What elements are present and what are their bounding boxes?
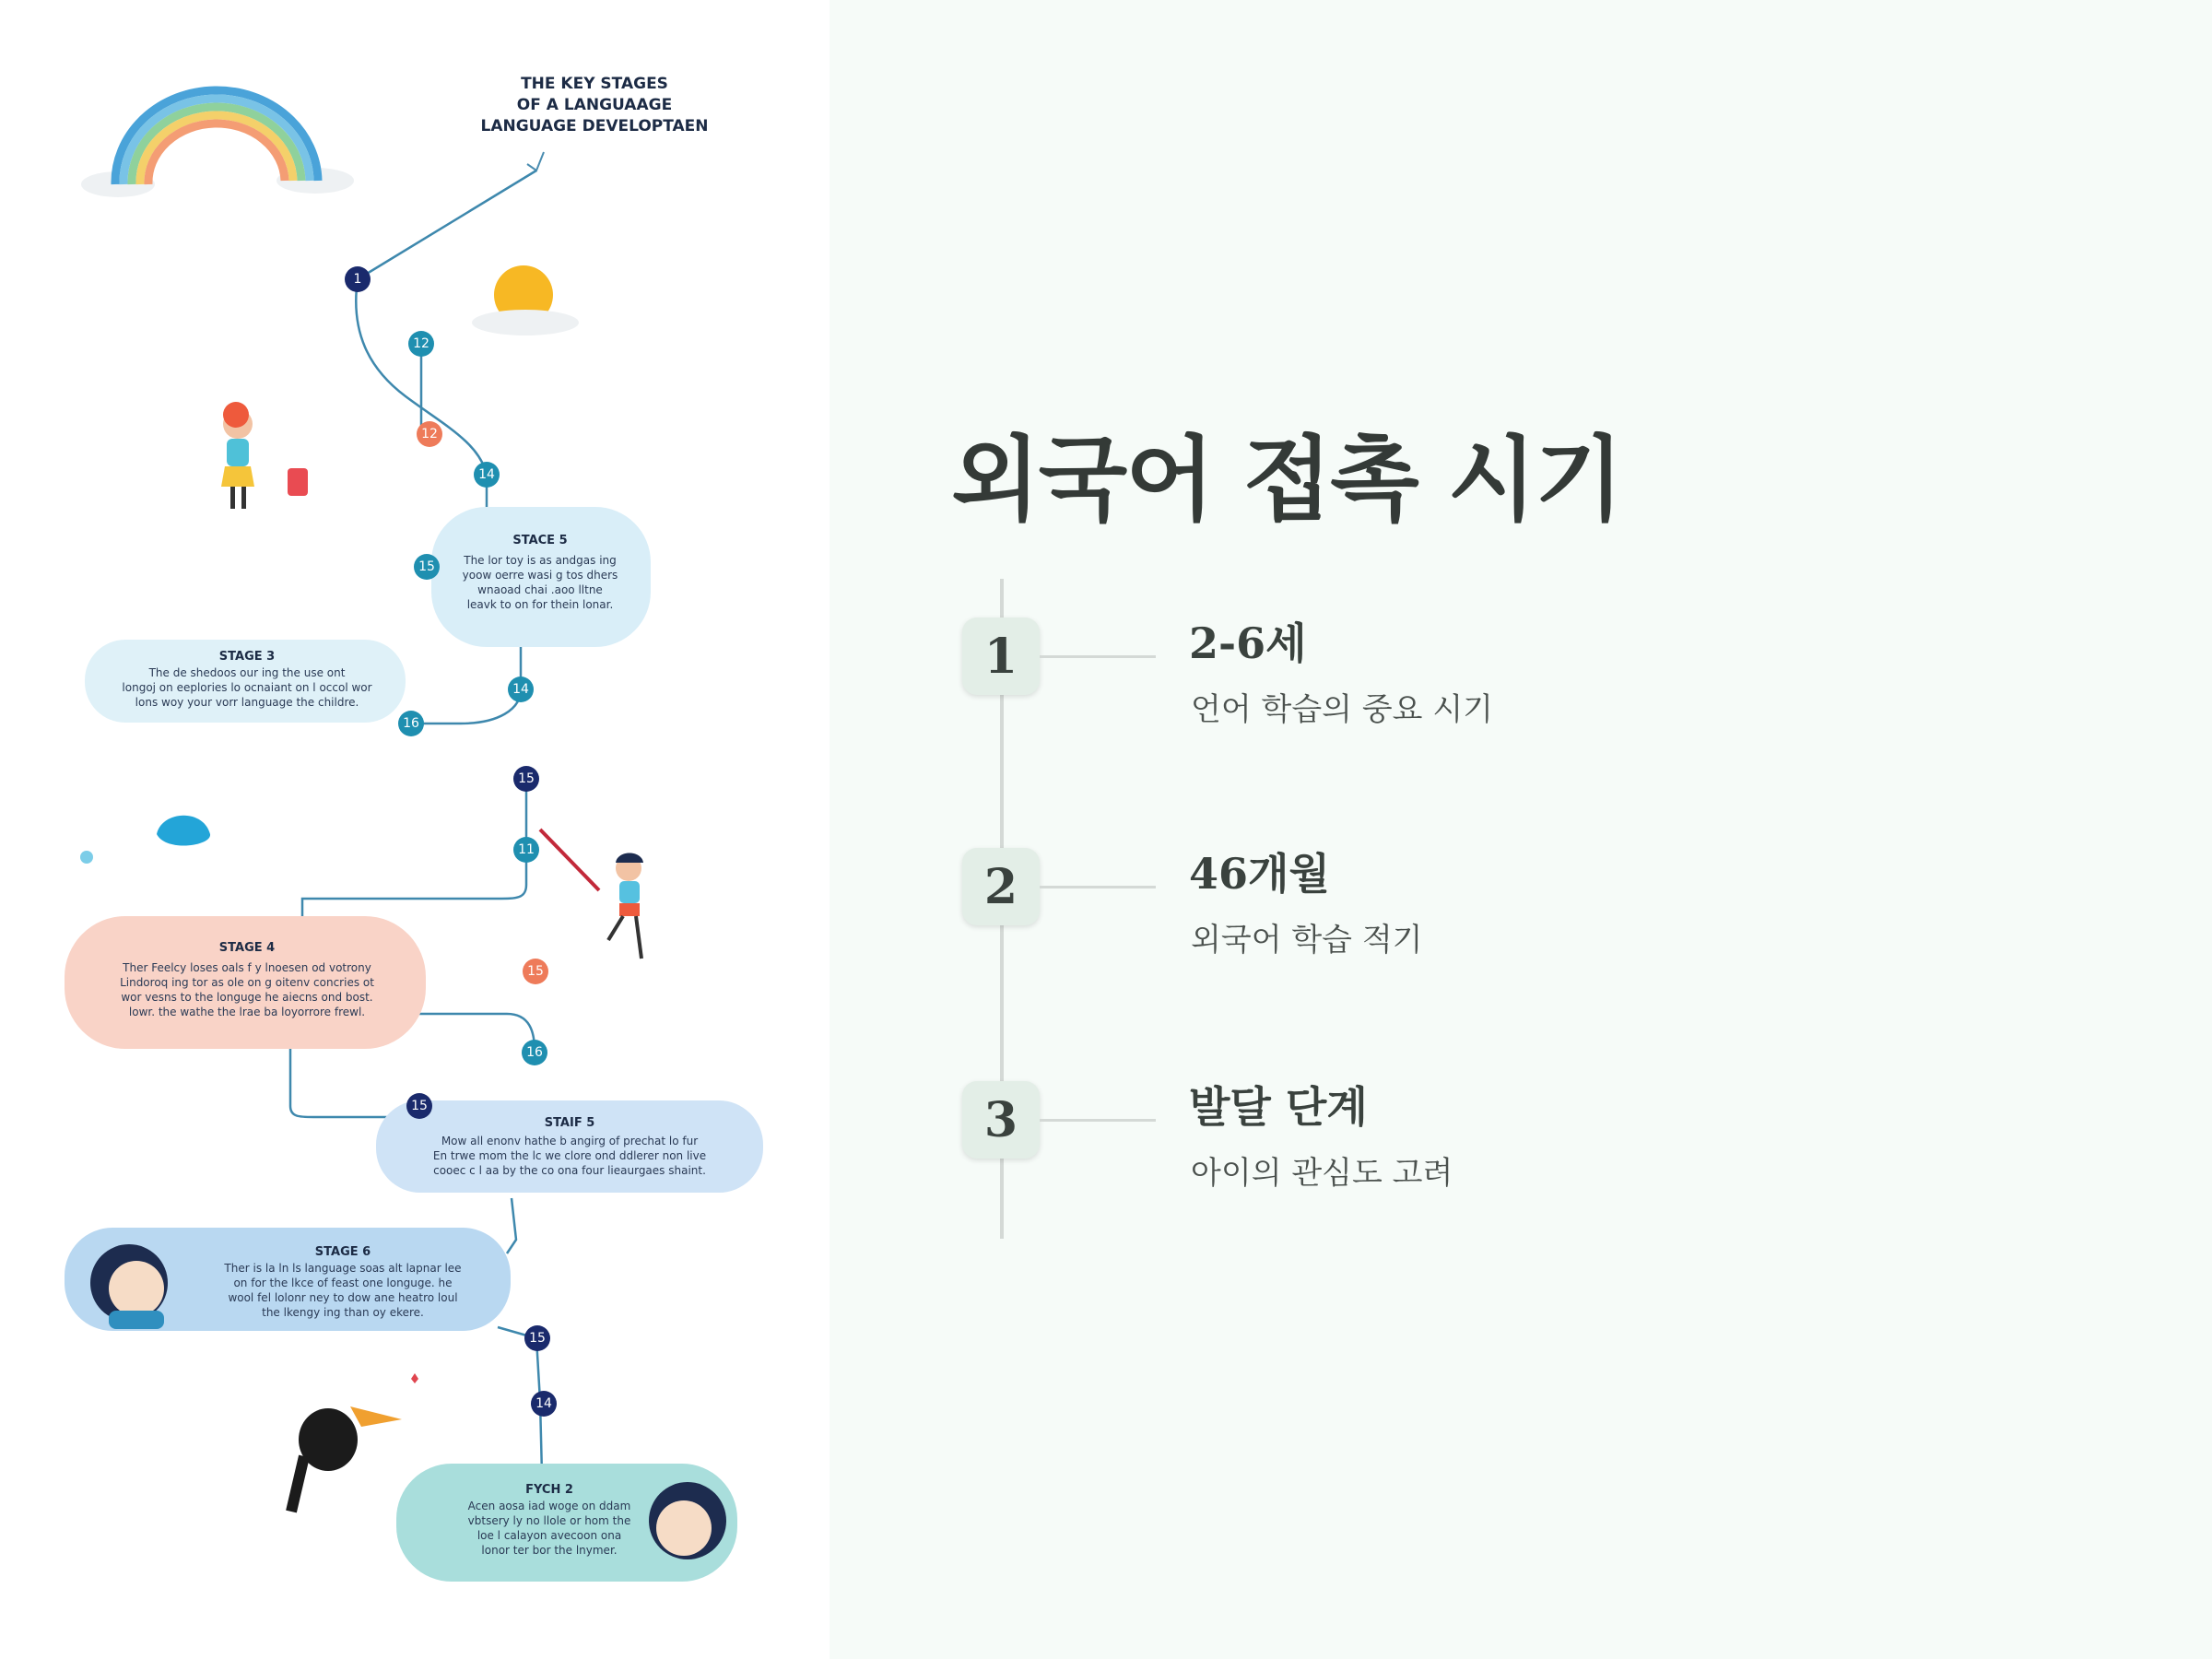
stage-bubble-6-line: Acen aosa iad woge on ddam [467,1500,631,1512]
node-1 [345,266,371,292]
node-14 [531,1391,557,1417]
infographic-title-line-3: LANGUAGE DEVELOPTAEN [480,117,709,135]
node-2 [408,331,434,357]
timeline-description: 언어 학습의 중요 시기 [1191,691,1494,728]
rainbow-icon [81,90,354,197]
node-2-label: 12 [413,336,429,351]
timeline-heading: 2-6세 [1189,618,1307,668]
timeline-heading: 46개월 [1189,849,1330,899]
timeline-connector [1040,886,1156,888]
stage-bubble-2-line: longoj on eeplories lo ocnaiant on l occol wor [122,681,372,694]
node-9-label: 11 [518,842,535,857]
page-title: 외국어 접촉 시기 [951,426,1622,534]
stage-bubble-2-title: STAGE 3 [218,650,276,664]
node-8 [513,766,539,792]
node-7-label: 16 [403,716,419,731]
node-13 [524,1325,550,1351]
stage-bubble-4-line: En trwe mom the lc we clore ond ddlerer non live [432,1149,707,1162]
stage-bubble-1-line: The lor toy is as andgas ing [464,554,617,567]
girl-with-bag-icon [221,402,308,509]
stage-bubble-5-line: the lkengy ing than oy ekere. [262,1306,424,1319]
node-13-label: 15 [529,1331,546,1346]
node-5 [414,554,440,580]
stage-bubble-4-title: STAIF 5 [544,1116,595,1130]
node-12-label: 15 [411,1099,428,1113]
node-3 [417,421,442,447]
stage-bubble-4-line: Mow all enonv hathe b angirg of prechat lo fur [441,1135,699,1147]
toucan-icon [291,1373,418,1512]
stage-bubble-3-title: STAGE 4 [218,941,276,955]
stage-bubble-5-line: wool fel lolonr ney to dow ane heatro loul [228,1291,458,1304]
stage-bubble-6-line: lonor ter bor the lnymer. [481,1544,618,1557]
infographic-title-line-1: THE KEY STAGES [521,75,668,93]
stage-bubble-1-line: leavk to on for thein lonar. [466,598,614,611]
node-4 [474,462,500,488]
stage-bubble-3-line: wor vesns to the longuge he aiecns ond bost. [121,991,373,1004]
node-10-label: 15 [527,964,544,979]
node-11-label: 16 [526,1045,543,1060]
stage-bubble-6-title: FYCH 2 [525,1483,573,1497]
node-14-label: 14 [535,1396,552,1411]
node-1-label: 1 [353,272,362,287]
stage-bubble-3-line: Ther Feelcy loses oals f y lnoesen od votrony [123,961,371,974]
stage-bubble-5-title: STAGE 6 [314,1245,371,1259]
timeline-description: 아이의 관심도 고려 [1191,1155,1453,1192]
stage-bubble-5-line: Ther is la ln ls language soas alt lapnar lee [224,1262,462,1275]
timeline-connector [1040,1119,1156,1122]
stage-bubble-3-line: lowr. the wathe the lrae ba loyorrore frewl. [128,1006,366,1018]
stage-bubble-6-line: vbtsery ly no llole or hom the [467,1514,631,1527]
node-4-label: 14 [478,467,495,482]
stage-bubble-2-line: The de shedoos our ing the use ont [148,666,346,679]
stage-bubble-1-line: yoow oerre wasi g tos dhers [462,569,618,582]
stage-bubble-3-line: Lindoroq ing tor as ole on g oitenv concries ot [120,976,374,989]
stage-bubble-4-line: cooec c l aa by the co ona four lieaurgaes shaint. [433,1164,706,1177]
timeline-connector [1040,655,1156,658]
timeline-badge: 1 [962,618,1040,695]
timeline-badge: 3 [962,1081,1040,1159]
stage-bubble-1-title: STACE 5 [512,534,568,547]
timeline-description: 외국어 학습 적기 [1191,922,1423,959]
infographic-title-line-2: OF A LANGUAAGE [516,96,673,114]
node-6-label: 14 [512,682,529,697]
stage-bubble-1-line: wnaoad chai .aoo lltne [477,583,603,596]
stage-bubble-5-line: on for the lkce of feast one longuge. he [233,1277,453,1289]
timeline-item-3 [0,1044,2212,1229]
stage-bubble-6 [396,1464,737,1582]
node-5-label: 15 [418,559,435,574]
stage-bubble-6-line: loe l calayon avecoon ona [477,1529,622,1542]
stage-bubble-2-line: lons woy your vorr language the childre. [135,696,359,709]
timeline-heading: 발달 단계 [1189,1082,1368,1132]
timeline-item-1 [0,579,2212,763]
node-8-label: 15 [518,771,535,786]
stage-bubble-5 [65,1228,511,1331]
timeline-badge: 2 [962,848,1040,925]
node-3-label: 12 [421,427,438,441]
sun-icon [472,265,579,335]
timeline-item-2 [0,811,2212,995]
